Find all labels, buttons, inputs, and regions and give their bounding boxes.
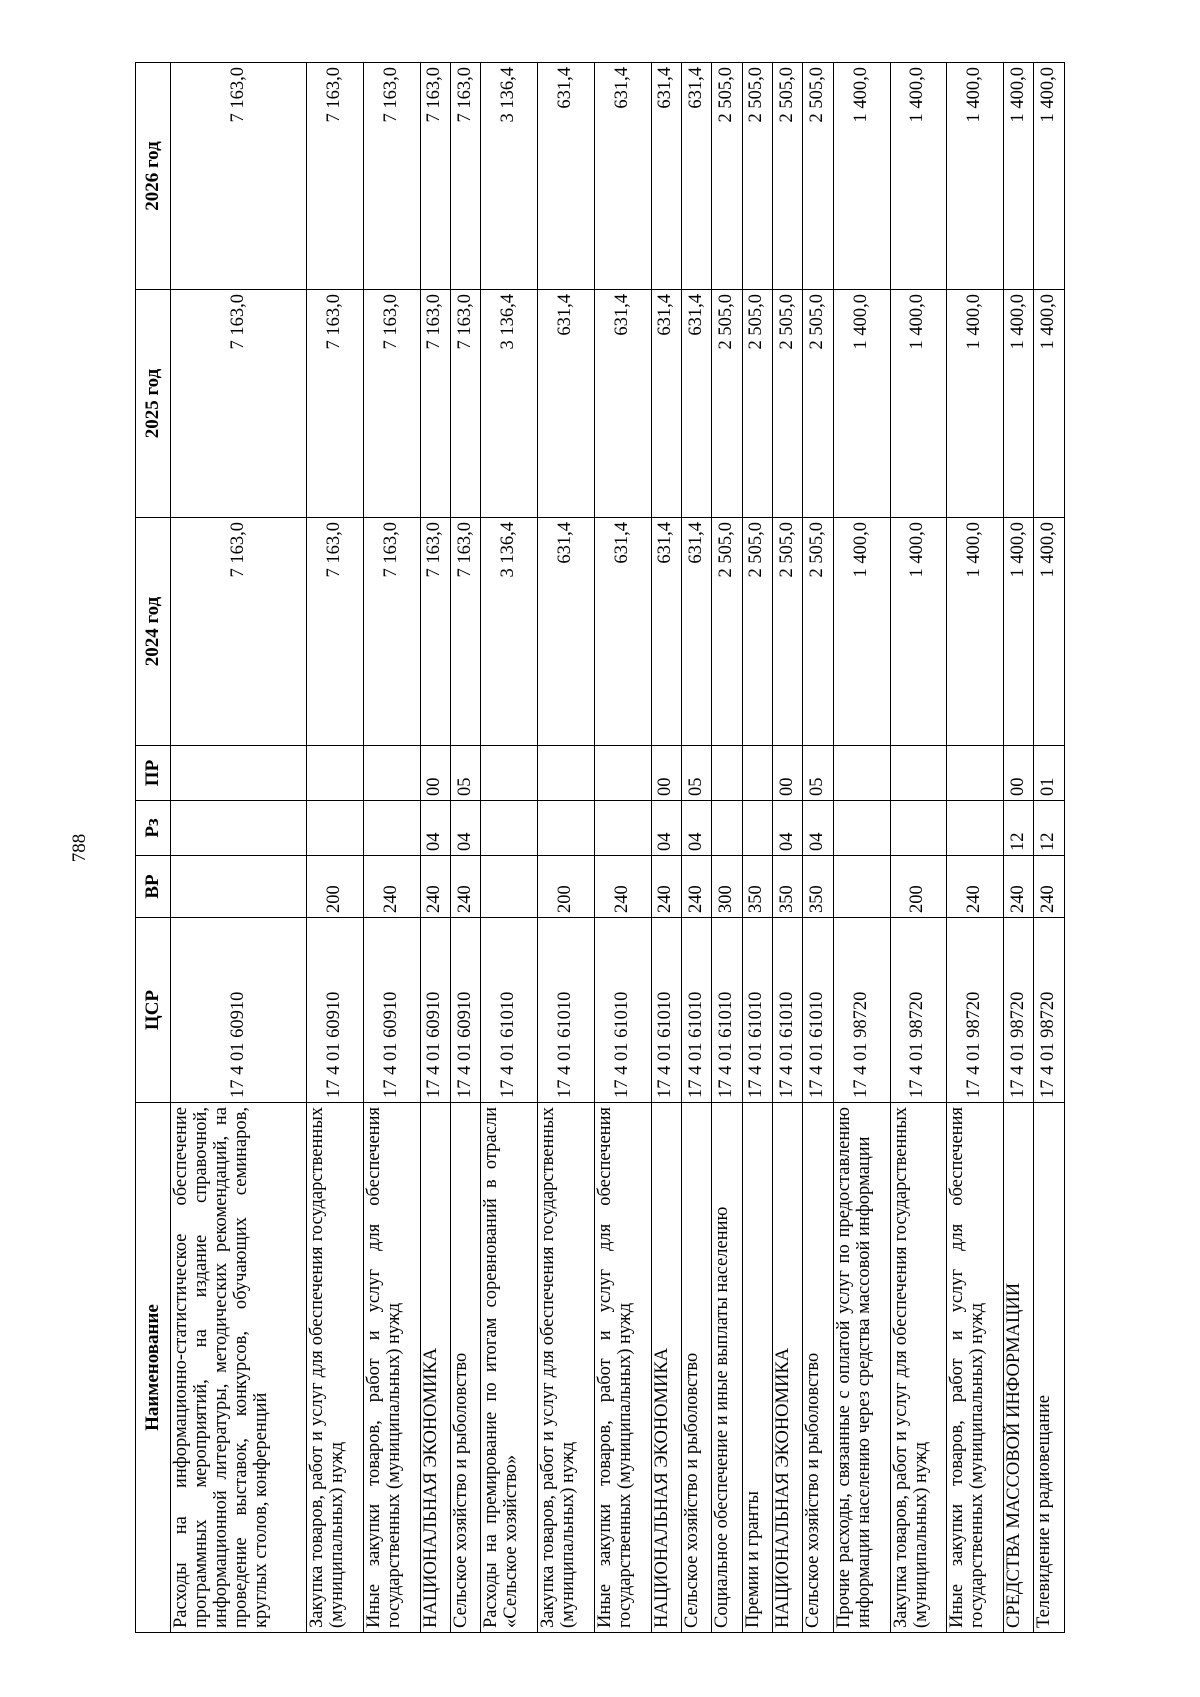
- cell-name: Телевидение и радиовещание: [1034, 1103, 1065, 1633]
- cell-y2025: 631,4: [538, 290, 595, 518]
- cell-csr: 17 4 01 61010: [803, 918, 833, 1103]
- cell-csr: 17 4 01 61010: [651, 918, 681, 1103]
- cell-rz: [363, 801, 420, 856]
- cell-csr: 17 4 01 60910: [420, 918, 450, 1103]
- cell-csr: 17 4 01 61010: [481, 918, 538, 1103]
- cell-y2024: 2 505,0: [712, 518, 742, 746]
- cell-y2026: 1 400,0: [890, 63, 947, 290]
- cell-pr: [947, 746, 1004, 801]
- cell-y2025: 7 163,0: [363, 290, 420, 518]
- cell-y2024: 2 505,0: [773, 518, 803, 746]
- cell-y2026: 2 505,0: [803, 63, 833, 290]
- table-row: [307, 63, 364, 1633]
- cell-y2025: 2 505,0: [773, 290, 803, 518]
- cell-rz: [481, 801, 538, 856]
- cell-y2025: 1 400,0: [1034, 290, 1065, 518]
- cell-pr: [538, 746, 595, 801]
- table-row: [890, 63, 947, 1633]
- cell-y2026: 7 163,0: [420, 63, 450, 290]
- table-row: [171, 63, 307, 1633]
- cell-vr: 200: [890, 856, 947, 918]
- table-row: [1034, 63, 1065, 1633]
- cell-csr: 17 4 01 61010: [538, 918, 595, 1103]
- cell-name: Иные закупки товаров, работ и услуг для обеспечения государственных (муниципальных) нужд: [594, 1103, 651, 1633]
- table-row: [833, 63, 890, 1633]
- cell-rz: [833, 801, 890, 856]
- cell-y2026: 631,4: [681, 63, 711, 290]
- cell-vr: 240: [594, 856, 651, 918]
- cell-y2026: 7 163,0: [363, 63, 420, 290]
- header-vr: ВР: [136, 856, 171, 918]
- cell-y2024: 631,4: [651, 518, 681, 746]
- table-row: [538, 63, 595, 1633]
- cell-y2024: 7 163,0: [450, 518, 480, 746]
- rotated-table-container: [135, 63, 1065, 1633]
- cell-vr: 240: [651, 856, 681, 918]
- cell-vr: [833, 856, 890, 918]
- cell-csr: 17 4 01 60910: [363, 918, 420, 1103]
- cell-rz: [890, 801, 947, 856]
- table-row: [742, 63, 772, 1633]
- cell-y2025: 1 400,0: [1004, 290, 1034, 518]
- header-2024: 2024 год: [136, 518, 171, 746]
- cell-pr: 05: [803, 746, 833, 801]
- cell-csr: 17 4 01 98720: [890, 918, 947, 1103]
- cell-name: Закупка товаров, работ и услуг для обеспечения государственных (муниципальных) нужд: [890, 1103, 947, 1633]
- table-row: [420, 63, 450, 1633]
- cell-rz: 04: [420, 801, 450, 856]
- header-name: Наименование: [136, 1103, 171, 1633]
- header-2026: 2026 год: [136, 63, 171, 290]
- cell-rz: [594, 801, 651, 856]
- cell-csr: 17 4 01 61010: [773, 918, 803, 1103]
- table-header-row: [136, 63, 171, 1633]
- cell-pr: [890, 746, 947, 801]
- cell-y2024: 3 136,4: [481, 518, 538, 746]
- cell-vr: 300: [712, 856, 742, 918]
- cell-y2026: 1 400,0: [947, 63, 1004, 290]
- cell-y2024: 7 163,0: [171, 518, 307, 746]
- cell-pr: 01: [1034, 746, 1065, 801]
- cell-csr: 17 4 01 60910: [171, 918, 307, 1103]
- cell-y2025: 1 400,0: [947, 290, 1004, 518]
- table-row: [363, 63, 420, 1633]
- cell-y2025: 3 136,4: [481, 290, 538, 518]
- cell-y2026: 631,4: [538, 63, 595, 290]
- cell-pr: [742, 746, 772, 801]
- cell-y2026: 7 163,0: [171, 63, 307, 290]
- cell-pr: 00: [651, 746, 681, 801]
- cell-csr: 17 4 01 61010: [594, 918, 651, 1103]
- cell-y2024: 2 505,0: [803, 518, 833, 746]
- cell-pr: [307, 746, 364, 801]
- budget-table: [135, 62, 1065, 1633]
- cell-y2024: 1 400,0: [1034, 518, 1065, 746]
- cell-vr: 240: [681, 856, 711, 918]
- table-row: [803, 63, 833, 1633]
- table-row: [481, 63, 538, 1633]
- cell-y2024: 1 400,0: [833, 518, 890, 746]
- table-row: [594, 63, 651, 1633]
- table-row: [712, 63, 742, 1633]
- cell-vr: 350: [773, 856, 803, 918]
- cell-csr: 17 4 01 61010: [712, 918, 742, 1103]
- cell-csr: 17 4 01 61010: [681, 918, 711, 1103]
- cell-rz: [712, 801, 742, 856]
- cell-y2026: 631,4: [594, 63, 651, 290]
- cell-pr: 00: [773, 746, 803, 801]
- cell-csr: 17 4 01 98720: [947, 918, 1004, 1103]
- cell-name: Премии и гранты: [742, 1103, 772, 1633]
- cell-y2026: 3 136,4: [481, 63, 538, 290]
- cell-csr: 17 4 01 98720: [833, 918, 890, 1103]
- table-row: [773, 63, 803, 1633]
- cell-y2025: 631,4: [681, 290, 711, 518]
- cell-y2025: 1 400,0: [890, 290, 947, 518]
- cell-name: НАЦИОНАЛЬНАЯ ЭКОНОМИКА: [651, 1103, 681, 1633]
- cell-y2024: 2 505,0: [742, 518, 772, 746]
- cell-csr: 17 4 01 60910: [307, 918, 364, 1103]
- cell-name: Сельское хозяйство и рыболовство: [681, 1103, 711, 1633]
- cell-vr: 350: [803, 856, 833, 918]
- cell-rz: 04: [681, 801, 711, 856]
- cell-vr: 240: [947, 856, 1004, 918]
- page-number: 788: [69, 833, 90, 863]
- cell-name: Сельское хозяйство и рыболовство: [803, 1103, 833, 1633]
- cell-y2024: 7 163,0: [363, 518, 420, 746]
- cell-vr: 240: [450, 856, 480, 918]
- cell-name: Сельское хозяйство и рыболовство: [450, 1103, 480, 1633]
- cell-csr: 17 4 01 98720: [1004, 918, 1034, 1103]
- cell-vr: 350: [742, 856, 772, 918]
- header-pr: ПР: [136, 746, 171, 801]
- cell-y2026: 2 505,0: [712, 63, 742, 290]
- cell-pr: [363, 746, 420, 801]
- cell-y2025: 2 505,0: [712, 290, 742, 518]
- cell-y2024: 1 400,0: [947, 518, 1004, 746]
- cell-pr: [594, 746, 651, 801]
- cell-rz: [947, 801, 1004, 856]
- cell-csr: 17 4 01 98720: [1034, 918, 1065, 1103]
- cell-pr: [833, 746, 890, 801]
- cell-rz: [538, 801, 595, 856]
- cell-rz: 12: [1034, 801, 1065, 856]
- cell-y2025: 7 163,0: [307, 290, 364, 518]
- cell-name: Расходы на премирование по итогам соревнований в отрасли «Сельское хозяйство»: [481, 1103, 538, 1633]
- cell-csr: 17 4 01 61010: [742, 918, 772, 1103]
- cell-y2024: 631,4: [681, 518, 711, 746]
- table-row: [1004, 63, 1034, 1633]
- cell-name: Социальное обеспечение и иные выплаты населению: [712, 1103, 742, 1633]
- cell-name: Закупка товаров, работ и услуг для обеспечения государственных (муниципальных) нужд: [307, 1103, 364, 1633]
- cell-pr: [481, 746, 538, 801]
- cell-name: Иные закупки товаров, работ и услуг для обеспечения государственных (муниципальных) нужд: [363, 1103, 420, 1633]
- cell-rz: [307, 801, 364, 856]
- cell-y2026: 1 400,0: [833, 63, 890, 290]
- cell-y2024: 1 400,0: [1004, 518, 1034, 746]
- cell-rz: [171, 801, 307, 856]
- cell-pr: [712, 746, 742, 801]
- cell-y2026: 2 505,0: [773, 63, 803, 290]
- cell-pr: 05: [681, 746, 711, 801]
- cell-vr: [481, 856, 538, 918]
- cell-rz: 12: [1004, 801, 1034, 856]
- cell-y2025: 2 505,0: [742, 290, 772, 518]
- cell-rz: 04: [803, 801, 833, 856]
- cell-y2026: 7 163,0: [307, 63, 364, 290]
- cell-y2025: 7 163,0: [171, 290, 307, 518]
- cell-vr: 200: [538, 856, 595, 918]
- cell-y2025: 631,4: [594, 290, 651, 518]
- cell-y2024: 1 400,0: [890, 518, 947, 746]
- cell-y2024: 7 163,0: [420, 518, 450, 746]
- cell-name: СРЕДСТВА МАССОВОЙ ИНФОРМАЦИИ: [1004, 1103, 1034, 1633]
- cell-csr: 17 4 01 60910: [450, 918, 480, 1103]
- cell-y2024: 7 163,0: [307, 518, 364, 746]
- cell-y2024: 631,4: [594, 518, 651, 746]
- cell-vr: 240: [1004, 856, 1034, 918]
- header-rz: Рз: [136, 801, 171, 856]
- cell-y2025: 1 400,0: [833, 290, 890, 518]
- cell-name: Иные закупки товаров, работ и услуг для обеспечения государственных (муниципальных) нужд: [947, 1103, 1004, 1633]
- cell-rz: 04: [773, 801, 803, 856]
- cell-y2026: 1 400,0: [1004, 63, 1034, 290]
- cell-y2026: 7 163,0: [450, 63, 480, 290]
- cell-y2026: 631,4: [651, 63, 681, 290]
- cell-name: Прочие расходы, связанные с оплатой услуг по предоставлению информации населению через средства массовой информации: [833, 1103, 890, 1633]
- cell-rz: [742, 801, 772, 856]
- cell-pr: [171, 746, 307, 801]
- cell-y2025: 631,4: [651, 290, 681, 518]
- cell-vr: [171, 856, 307, 918]
- table-row: [681, 63, 711, 1633]
- table-row: [651, 63, 681, 1633]
- cell-rz: 04: [651, 801, 681, 856]
- cell-y2026: 2 505,0: [742, 63, 772, 290]
- cell-name: НАЦИОНАЛЬНАЯ ЭКОНОМИКА: [420, 1103, 450, 1633]
- cell-pr: 00: [1004, 746, 1034, 801]
- cell-y2024: 631,4: [538, 518, 595, 746]
- cell-vr: 240: [420, 856, 450, 918]
- table-row: [450, 63, 480, 1633]
- cell-vr: 240: [363, 856, 420, 918]
- cell-rz: 04: [450, 801, 480, 856]
- header-csr: ЦСР: [136, 918, 171, 1103]
- header-2025: 2025 год: [136, 290, 171, 518]
- cell-name: Расходы на информационно-статистическое обеспечение программных мероприятий, на издание справочной, информационной литературы, методических рекомендаций, на проведение выставок, конкурсов, обучающих семинаров, круглых столов, конференций: [171, 1103, 307, 1633]
- cell-name: Закупка товаров, работ и услуг для обеспечения государственных (муниципальных) нужд: [538, 1103, 595, 1633]
- cell-vr: 200: [307, 856, 364, 918]
- cell-pr: 00: [420, 746, 450, 801]
- cell-y2026: 1 400,0: [1034, 63, 1065, 290]
- cell-vr: 240: [1034, 856, 1065, 918]
- cell-y2025: 2 505,0: [803, 290, 833, 518]
- table-row: [947, 63, 1004, 1633]
- cell-y2025: 7 163,0: [450, 290, 480, 518]
- cell-pr: 05: [450, 746, 480, 801]
- cell-name: НАЦИОНАЛЬНАЯ ЭКОНОМИКА: [773, 1103, 803, 1633]
- cell-y2025: 7 163,0: [420, 290, 450, 518]
